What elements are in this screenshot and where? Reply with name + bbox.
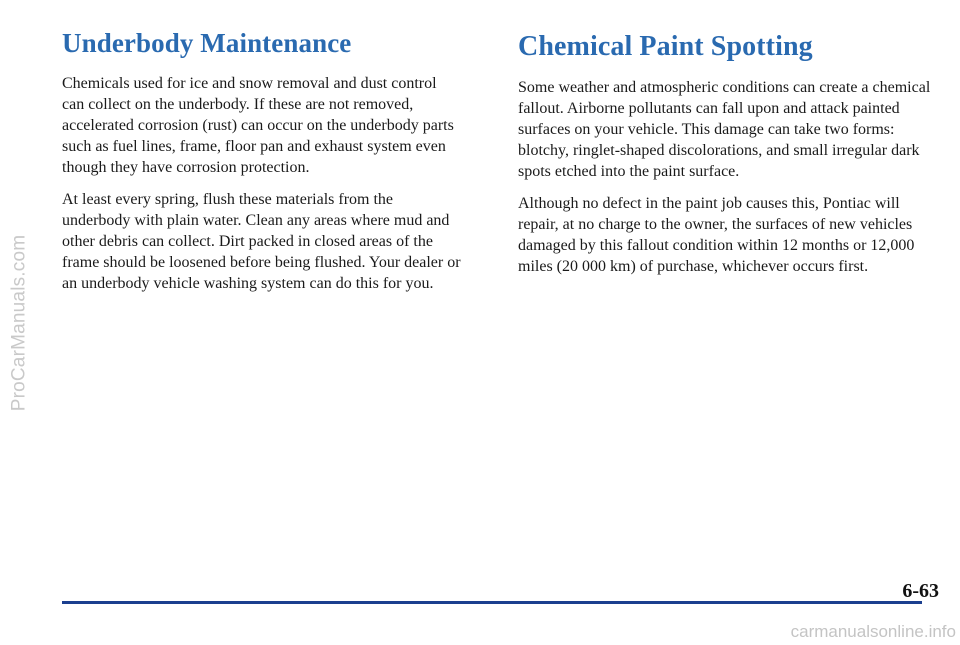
paint-spotting-paragraph-2: Although no defect in the paint job causes this, Pontiac will repair, at no charge to the owner, the surfaces of new vehicles damaged by this fallout condition within 12 months or 12,000 miles (20 000 km) of purchase, whichever occurs first. [518,195,915,275]
footer-rule [62,601,922,604]
side-watermark-text: ProCarManuals.com [8,234,30,411]
chemical-paint-spotting-section [518,28,933,288]
side-watermark [4,0,34,645]
page-number: 6-63 [902,580,939,602]
underbody-paragraph-2: At least every spring, flush these materials from the underbody with plain water. Clean any areas where mud and other debris can collect. Dirt packed in closed areas of the frame should be loosened before being flushed. Your dealer or an underbody vehicle washing system can do this for you. [62,191,461,292]
paint-spotting-paragraph-1: Some weather and atmospheric conditions can create a chemical fallout. Airborne pollutants can fall upon and attack painted surfaces on your vehicle. This damage can take two forms: blotchy, ringlet-shaped discolorations, and small irregular dark spots etched into the paint surface. [518,79,931,180]
underbody-paragraph-1: Chemicals used for ice and snow removal and dust control can collect on the underbody. If these are not removed, accelerated corrosion (rust) can occur on the underbody parts such as fuel lines, frame, floor pan and exhaust system even though they have corrosion protection. [62,75,454,176]
underbody-maintenance-section [62,28,462,305]
underbody-maintenance-title: Underbody Maintenance [62,28,352,58]
bottom-watermark: carmanualsonline.info [790,622,956,641]
chemical-paint-spotting-title: Chemical Paint Spotting [518,31,813,62]
